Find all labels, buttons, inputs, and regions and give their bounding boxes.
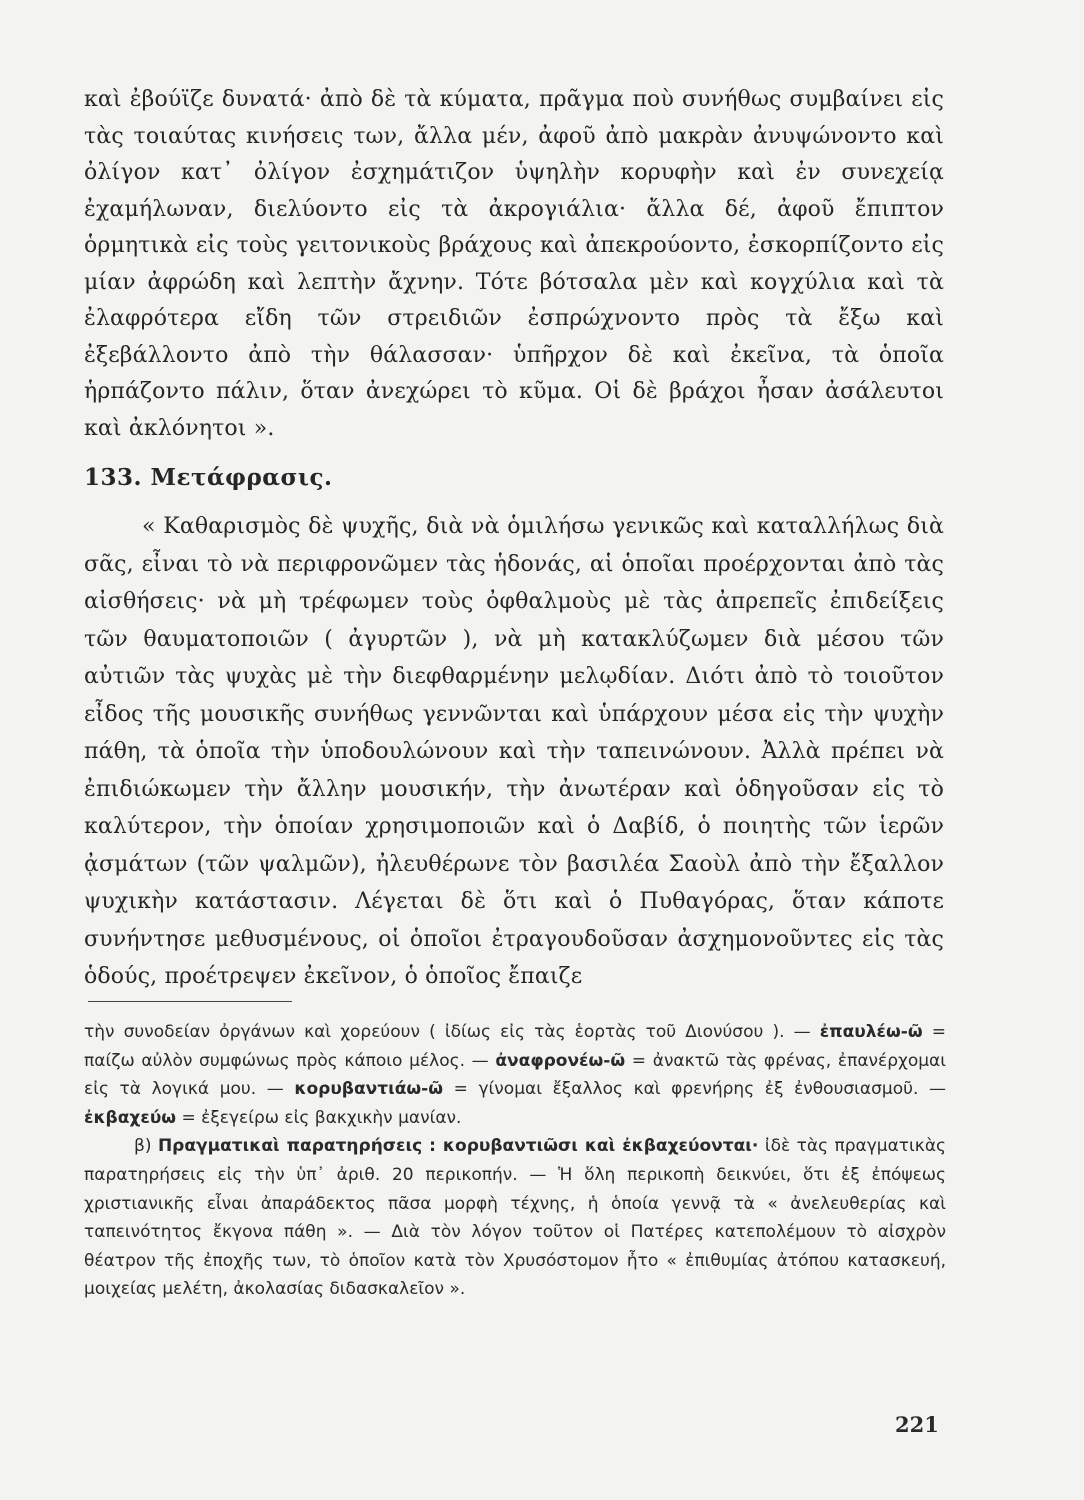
footnote-part-a bbox=[84, 1018, 946, 1132]
footnote-b-title: Πραγματικαὶ παρατηρήσεις : κορυβαντιῶσι καὶ ἐκβαχεύονται· bbox=[157, 1136, 759, 1157]
footnote-def-ekbacheuo: = ἐξεγείρω εἰς βακχικὴν μανίαν. bbox=[176, 1107, 462, 1128]
footnotes-block bbox=[84, 1018, 946, 1304]
footnote-b-text: ἰδὲ τὰς πραγματικὰς παρατηρήσεις εἰς τὴν ὑπ᾽ ἀριθ. 20 περικοπήν. — Ἡ ὅλη περικοπὴ δεικνύει, ὅτι ἐξ ἐπόψεως χριστιανικῆς εἶναι ἀπαράδεκτος πᾶσα μορφὴ τέχνης, ἡ ὁποία γεννᾷ τὰ « ἀνελευθερίας καὶ ταπεινότητος ἔκγονα πάθη ». — Διὰ τὸν λόγον τοῦτον οἱ Πατέρες κατεπολέμουν τὸ αἰσχρὸν θέατρον τῆς ἐποχῆς των, τὸ ὁποῖον κατὰ τὸν Χρυσόστομον ἦτο « ἐπιθυμίας ἀτόπου κατασκευή, μοιχείας μελέτη, ἀκολασίας διδασκαλεῖον ». bbox=[84, 1136, 946, 1300]
page-number: 221 bbox=[895, 1412, 939, 1437]
section-heading: 133. Μετάφρασις. bbox=[84, 464, 333, 491]
footnote-term-epauleo: ἐπαυλέω-ῶ bbox=[819, 1022, 923, 1042]
footnote-term-korybantiao: κορυβαντιάω-ῶ bbox=[294, 1079, 443, 1100]
footnote-term-anafroneo: ἀναφρονέω-ῶ bbox=[495, 1050, 626, 1071]
footnote-divider bbox=[88, 1001, 292, 1002]
footnote-def-anafroneo: = ἀνακτῶ τὰς φρένας, ἐπανέρχομαι εἰς τὰ λογικά μου. — bbox=[84, 1050, 947, 1100]
footnote-term-ekbacheuo: ἐκβαχεύω bbox=[84, 1107, 177, 1128]
main-paragraph: καὶ ἐβούϊζε δυνατά· ἀπὸ δὲ τὰ κύματα, πρᾶγμα ποὺ συνήθως συμβαίνει εἰς τὰς τοιαύτας κινήσεις των, ἄλλα μέν, ἀφοῦ ἀπὸ μακρὰν ἀνυψώνοντο καὶ ὀλίγον κατ᾽ ὀλίγον ἐσχημάτιζον ὑψηλὴν κορυφὴν καὶ ἐν συνεχείᾳ ἐχαμήλωναν, διελύοντο εἰς τὰ ἀκρογιάλια· ἄλλα δέ, ἀφοῦ ἔπιπτον ὁρμητικὰ εἰς τοὺς γειτονικοὺς βράχους καὶ ἀπεκρούοντο, ἐσκορπίζοντο εἰς μίαν ἀφρώδη καὶ λεπτὴν ἄχνην. Τότε βότσαλα μὲν καὶ κογχύλια καὶ τὰ ἐλαφρότερα εἴδη τῶν στρειδιῶν ἐσπρώχνοντο πρὸς τὰ ἔξω καὶ ἐξεβάλλοντο ἀπὸ τὴν θάλασσαν· ὑπῆρχον δὲ καὶ ἐκεῖνα, τὰ ὁποῖα ἡρπάζοντο πάλιν, ὅταν ἀνεχώρει τὸ κῦμα. Οἱ δὲ βράχοι ἦσαν ἀσάλευτοι καὶ ἀκλόνητοι ». bbox=[84, 87, 944, 441]
main-text-block bbox=[84, 82, 944, 447]
section-text-block bbox=[84, 508, 944, 996]
footnote-b-label: β) bbox=[134, 1136, 158, 1157]
footnote-def-epauleo: = παίζω αὐλὸν συμφώνως πρὸς κάποιο μέλος. — bbox=[84, 1022, 946, 1071]
footnote-a-intro: τὴν συνοδείαν ὀργάνων καὶ χορεύουν ( ἰδίως εἰς τὰς ἑορτὰς τοῦ Διονύσου ). — bbox=[84, 1022, 820, 1042]
section-paragraph: « Καθαρισμὸς δὲ ψυχῆς, διὰ νὰ ὁμιλήσω γενικῶς καὶ καταλλήλως διὰ σᾶς, εἶναι τὸ νὰ περιφρονῶμεν τὰς ἡδονάς, αἱ ὁποῖαι προέρχονται ἀπὸ τὰς αἰσθήσεις· νὰ μὴ τρέφωμεν τοὺς ὀφθαλμοὺς μὲ τὰς ἀπρεπεῖς ἐπιδείξεις τῶν θαυματοποιῶν ( ἀγυρτῶν ), νὰ μὴ κατακλύζωμεν διὰ μέσου τῶν αὐτιῶν τὰς ψυχὰς μὲ τὴν διεφθαρμένην μελῳδίαν. Διότι ἀπὸ τὸ τοιοῦτον εἶδος τῆς μουσικῆς συνήθως γεννῶνται καὶ ὑπάρχουν μέσα εἰς τὴν ψυχὴν πάθη, τὰ ὁποῖα τὴν ὑποδουλώνουν καὶ τὴν ταπεινώνουν. Ἀλλὰ πρέπει νὰ ἐπιδιώκωμεν τὴν ἄλλην μουσικήν, τὴν ἀνωτέραν καὶ ὁδηγοῦσαν εἰς τὸ καλύτερον, τὴν ὁποίαν χρησιμοποιῶν καὶ ὁ Δαβίδ, ὁ ποιητὴς τῶν ἱερῶν ᾀσμάτων (τῶν ψαλμῶν), ἠλευθέρωνε τὸν βασιλέα Σαοὺλ ἀπὸ τὴν ἔξαλλον ψυχικὴν κατάστασιν. Λέγεται δὲ ὅτι καὶ ὁ Πυθαγόρας, ὅταν κάποτε συνήντησε μεθυσμένους, οἱ ὁποῖοι ἐτραγουδοῦσαν ἀσχημονοῦντες εἰς τὰς ὁδούς, προέτρεψεν ἐκεῖνον, ὁ ὁποῖος ἔπαιζε bbox=[84, 514, 944, 989]
footnote-part-b bbox=[84, 1132, 946, 1304]
footnote-def-korybantiao: = γίνομαι ἔξαλλος καὶ φρενήρης ἐξ ἐνθουσιασμοῦ. — bbox=[443, 1079, 946, 1100]
